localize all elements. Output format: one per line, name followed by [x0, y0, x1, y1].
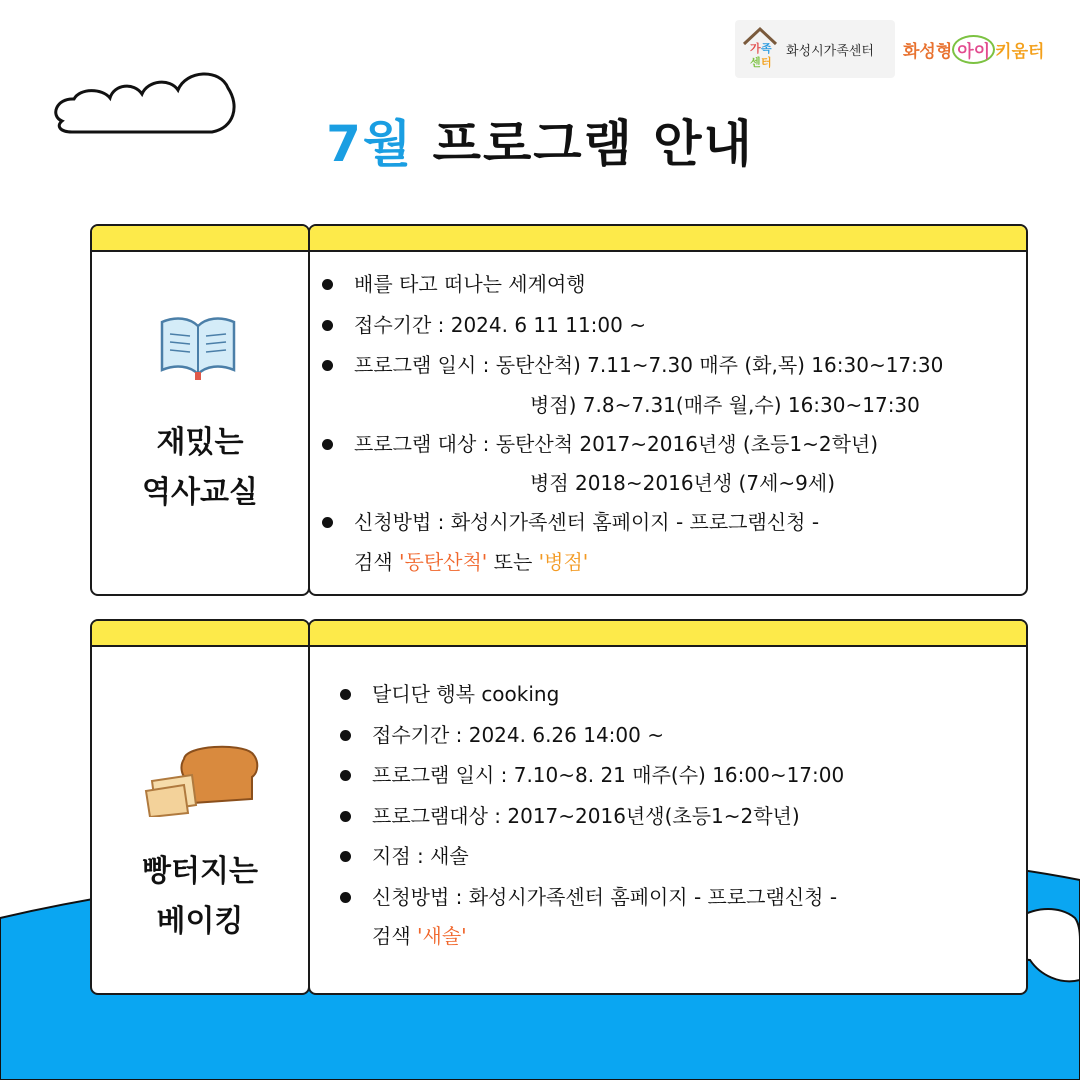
program-1-detail-card [308, 224, 1028, 596]
svg-text:터: 터 [761, 56, 772, 69]
list-item [334, 755, 844, 796]
card-header-bar [310, 226, 1026, 252]
bread-icon [144, 741, 260, 817]
program-2-detail-list [334, 674, 844, 955]
svg-text:센: 센 [750, 56, 761, 69]
title-month: 7월 [326, 115, 414, 173]
item-text: 지점 : 새솔 [372, 844, 469, 868]
search-prefix: 검색 [354, 549, 399, 574]
program-2-detail-card [308, 619, 1028, 995]
list-item [334, 715, 844, 756]
list-item [316, 502, 943, 581]
list-item [334, 836, 844, 877]
book-icon [158, 314, 238, 380]
search-keyword-2: '병점' [538, 549, 589, 574]
kid-center-text-2: 키움터 [995, 42, 1045, 62]
program-1-name-line1: 재밌는 [156, 425, 244, 460]
item-text: 프로그램 대상 : 동탄산척 2017~2016년생 (초등1~2학년) [354, 431, 879, 456]
list-item [334, 674, 844, 715]
card-header-bar [310, 621, 1026, 647]
list-item [316, 345, 943, 424]
search-prefix: 검색 [372, 924, 417, 948]
item-text: 접수기간 : 2024. 6 11 11:00 ~ [354, 312, 646, 337]
search-keyword-1: '새솔' [417, 924, 467, 948]
item-continuation: 병점) 7.8~7.31(매주 월,수) 16:30~17:30 [530, 392, 920, 417]
kid-center-circle-text: 아이 [952, 35, 995, 64]
program-1-name-line2: 역사교실 [142, 475, 258, 510]
program-1-label-card [90, 224, 310, 596]
list-item [316, 264, 943, 305]
list-item [316, 424, 943, 503]
card-header-bar [92, 621, 308, 647]
list-item [334, 796, 844, 837]
program-1-detail-list [316, 264, 943, 581]
program-2-name-line2: 베이킹 [156, 904, 244, 939]
page-title [0, 104, 1080, 176]
title-rest: 프로그램 안내 [413, 115, 754, 173]
item-text: 프로그램 일시 : 7.10~8. 21 매주(수) 16:00~17:00 [372, 763, 845, 787]
search-or: 또는 [487, 549, 539, 574]
card-header-bar [92, 226, 308, 252]
family-center-name: 화성시가족센터 [786, 44, 874, 59]
list-item [334, 877, 844, 956]
item-text: 프로그램대상 : 2017~2016년생(초등1~2학년) [372, 803, 800, 828]
item-text: 달디단 행복 cooking [372, 682, 560, 706]
kid-center-text-1: 화성형 [903, 42, 953, 62]
list-item [316, 305, 943, 346]
program-2-label-card [90, 619, 310, 995]
svg-text:족: 족 [761, 42, 772, 55]
item-text: 프로그램 일시 : 동탄산척) 7.11~7.30 매주 (화,목) 16:30~17:30 [354, 353, 944, 377]
item-text: 배를 타고 떠나는 세계여행 [354, 272, 586, 296]
item-continuation: 병점 2018~2016년생 (7세~9세) [530, 471, 836, 495]
item-text: 접수기간 : 2024. 6.26 14:00 ~ [372, 722, 664, 747]
svg-text:가: 가 [750, 42, 761, 55]
item-text: 신청방법 : 화성시가족센터 홈페이지 - 프로그램신청 - [354, 510, 820, 534]
item-text: 신청방법 : 화성시가족센터 홈페이지 - 프로그램신청 - [372, 884, 838, 909]
kid-center-logo [903, 35, 1044, 64]
search-keyword-1: '동탄산척' [399, 549, 488, 574]
program-2-name-line1: 빵터지는 [142, 854, 258, 889]
family-center-house-icon [740, 24, 780, 72]
